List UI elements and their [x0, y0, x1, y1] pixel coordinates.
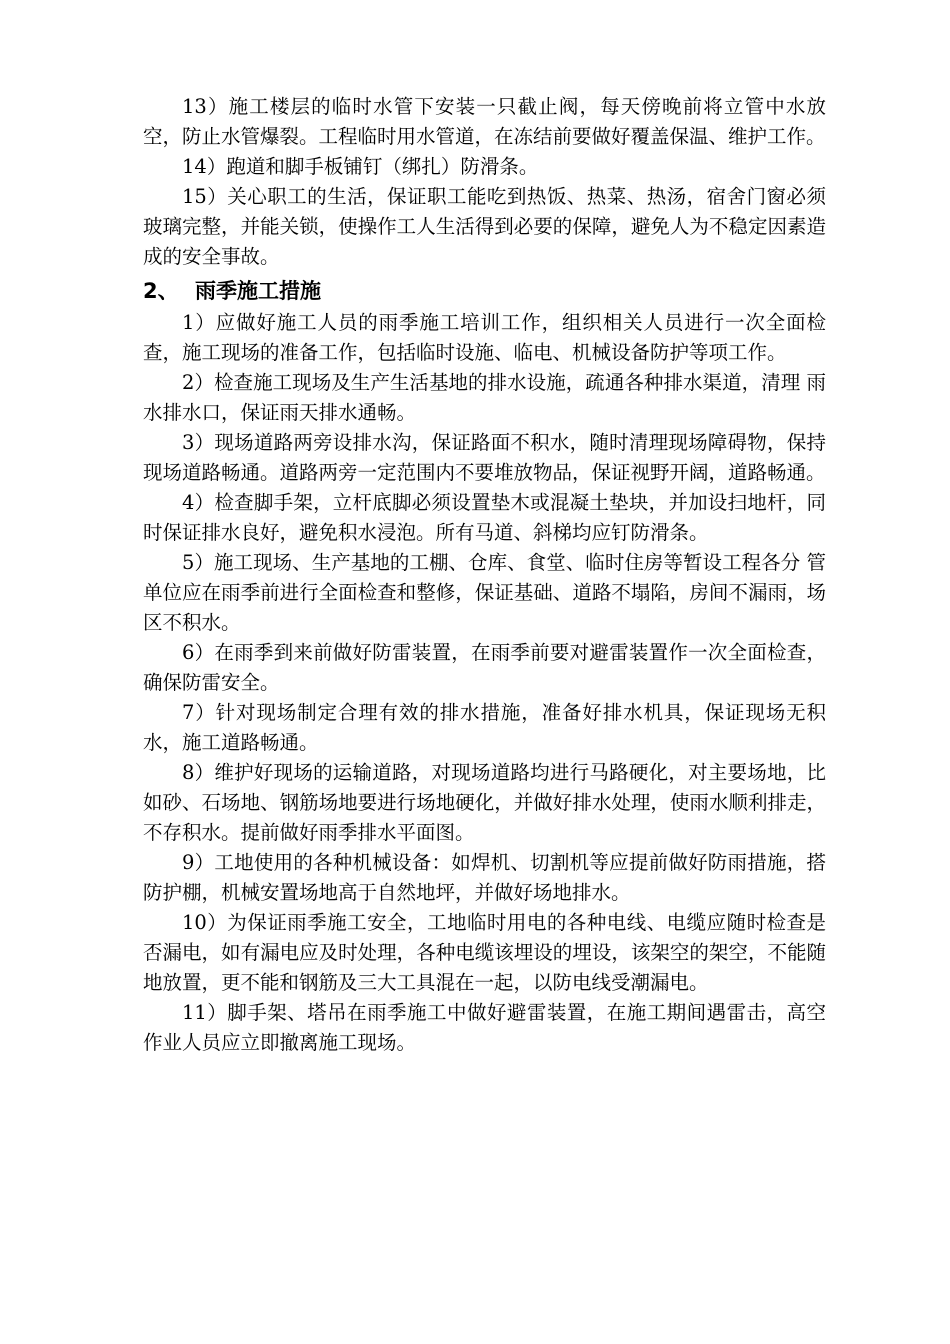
paragraph-13: 13）施工楼层的临时水管下安装一只截止阀，每天傍晚前将立管中水放空，防止水管爆裂。工程临时用水管道，在冻结前要做好覆盖保温、维护工作。	[143, 95, 826, 148]
rain-measure-4: 4）检查脚手架，立杆底脚必须设置垫木或混凝土垫块，并加设扫地杆，同时保证排水良好，避免积水浸泡。所有马道、斜梯均应钉防滑条。	[143, 491, 826, 544]
rain-measure-8: 8）维护好现场的运输道路，对现场道路均进行马路硬化，对主要场地，比如砂、石场地、钢筋场地要进行场地硬化，并做好排水处理，使雨水顺利排走，不存积水。提前做好雨季排水平面图。	[143, 761, 826, 844]
section-heading	[143, 274, 826, 308]
rain-measure-7: 7）针对现场制定合理有效的排水措施，准备好排水机具，保证现场无积水，施工道路畅通。	[143, 701, 826, 754]
rain-measure-6: 6）在雨季到来前做好防雷装置，在雨季前要对避雷装置作一次全面检查，确保防雷安全。	[143, 641, 826, 694]
paragraph-15: 15）关心职工的生活，保证职工能吃到热饭、热菜、热汤，宿舍门窗必须玻璃完整，并能关锁，使操作工人生活得到必要的保障，避免人为不稳定因素造成的安全事故。	[143, 185, 826, 268]
rain-measure-5: 5）施工现场、生产基地的工棚、仓库、食堂、临时住房等暂设工程各分 管单位应在雨季前进行全面检查和整修，保证基础、道路不塌陷，房间不漏雨，场区不积水。	[143, 551, 826, 634]
rain-measure-10: 10）为保证雨季施工安全，工地临时用电的各种电线、电缆应随时检查是 否漏电，如有漏电应及时处理，各种电缆该埋设的埋设，该架空的架空，不能随 地放置，更不能和钢筋及三大工具混在一起，以防电线受潮漏电。	[143, 911, 826, 994]
rain-measure-9: 9）工地使用的各种机械设备：如焊机、切割机等应提前做好防雨措施，搭防护棚，机械安置场地高于自然地坪，并做好场地排水。	[143, 851, 826, 904]
rain-measure-11: 11）脚手架、塔吊在雨季施工中做好避雷装置，在施工期间遇雷击，高空作业人员应立即撤离施工现场。	[143, 1001, 826, 1054]
paragraph-14: 14）跑道和脚手板铺钉（绑扎）防滑条。	[182, 155, 539, 178]
rain-measure-3: 3）现场道路两旁设排水沟，保证路面不积水，随时清理现场障碍物，保持现场道路畅通。道路两旁一定范围内不要堆放物品，保证视野开阔，道路畅通。	[143, 431, 826, 484]
rain-measure-1: 1）应做好施工人员的雨季施工培训工作，组织相关人员进行一次全面检查，施工现场的准备工作，包括临时设施、临电、机械设备防护等项工作。	[143, 311, 826, 364]
section-number: 2、	[143, 279, 179, 303]
rain-measure-2: 2）检查施工现场及生产生活基地的排水设施，疏通各种排水渠道，清理 雨水排水口，保证雨天排水通畅。	[143, 371, 826, 424]
section-title: 雨季施工措施	[195, 279, 321, 303]
document-body	[143, 92, 826, 1058]
